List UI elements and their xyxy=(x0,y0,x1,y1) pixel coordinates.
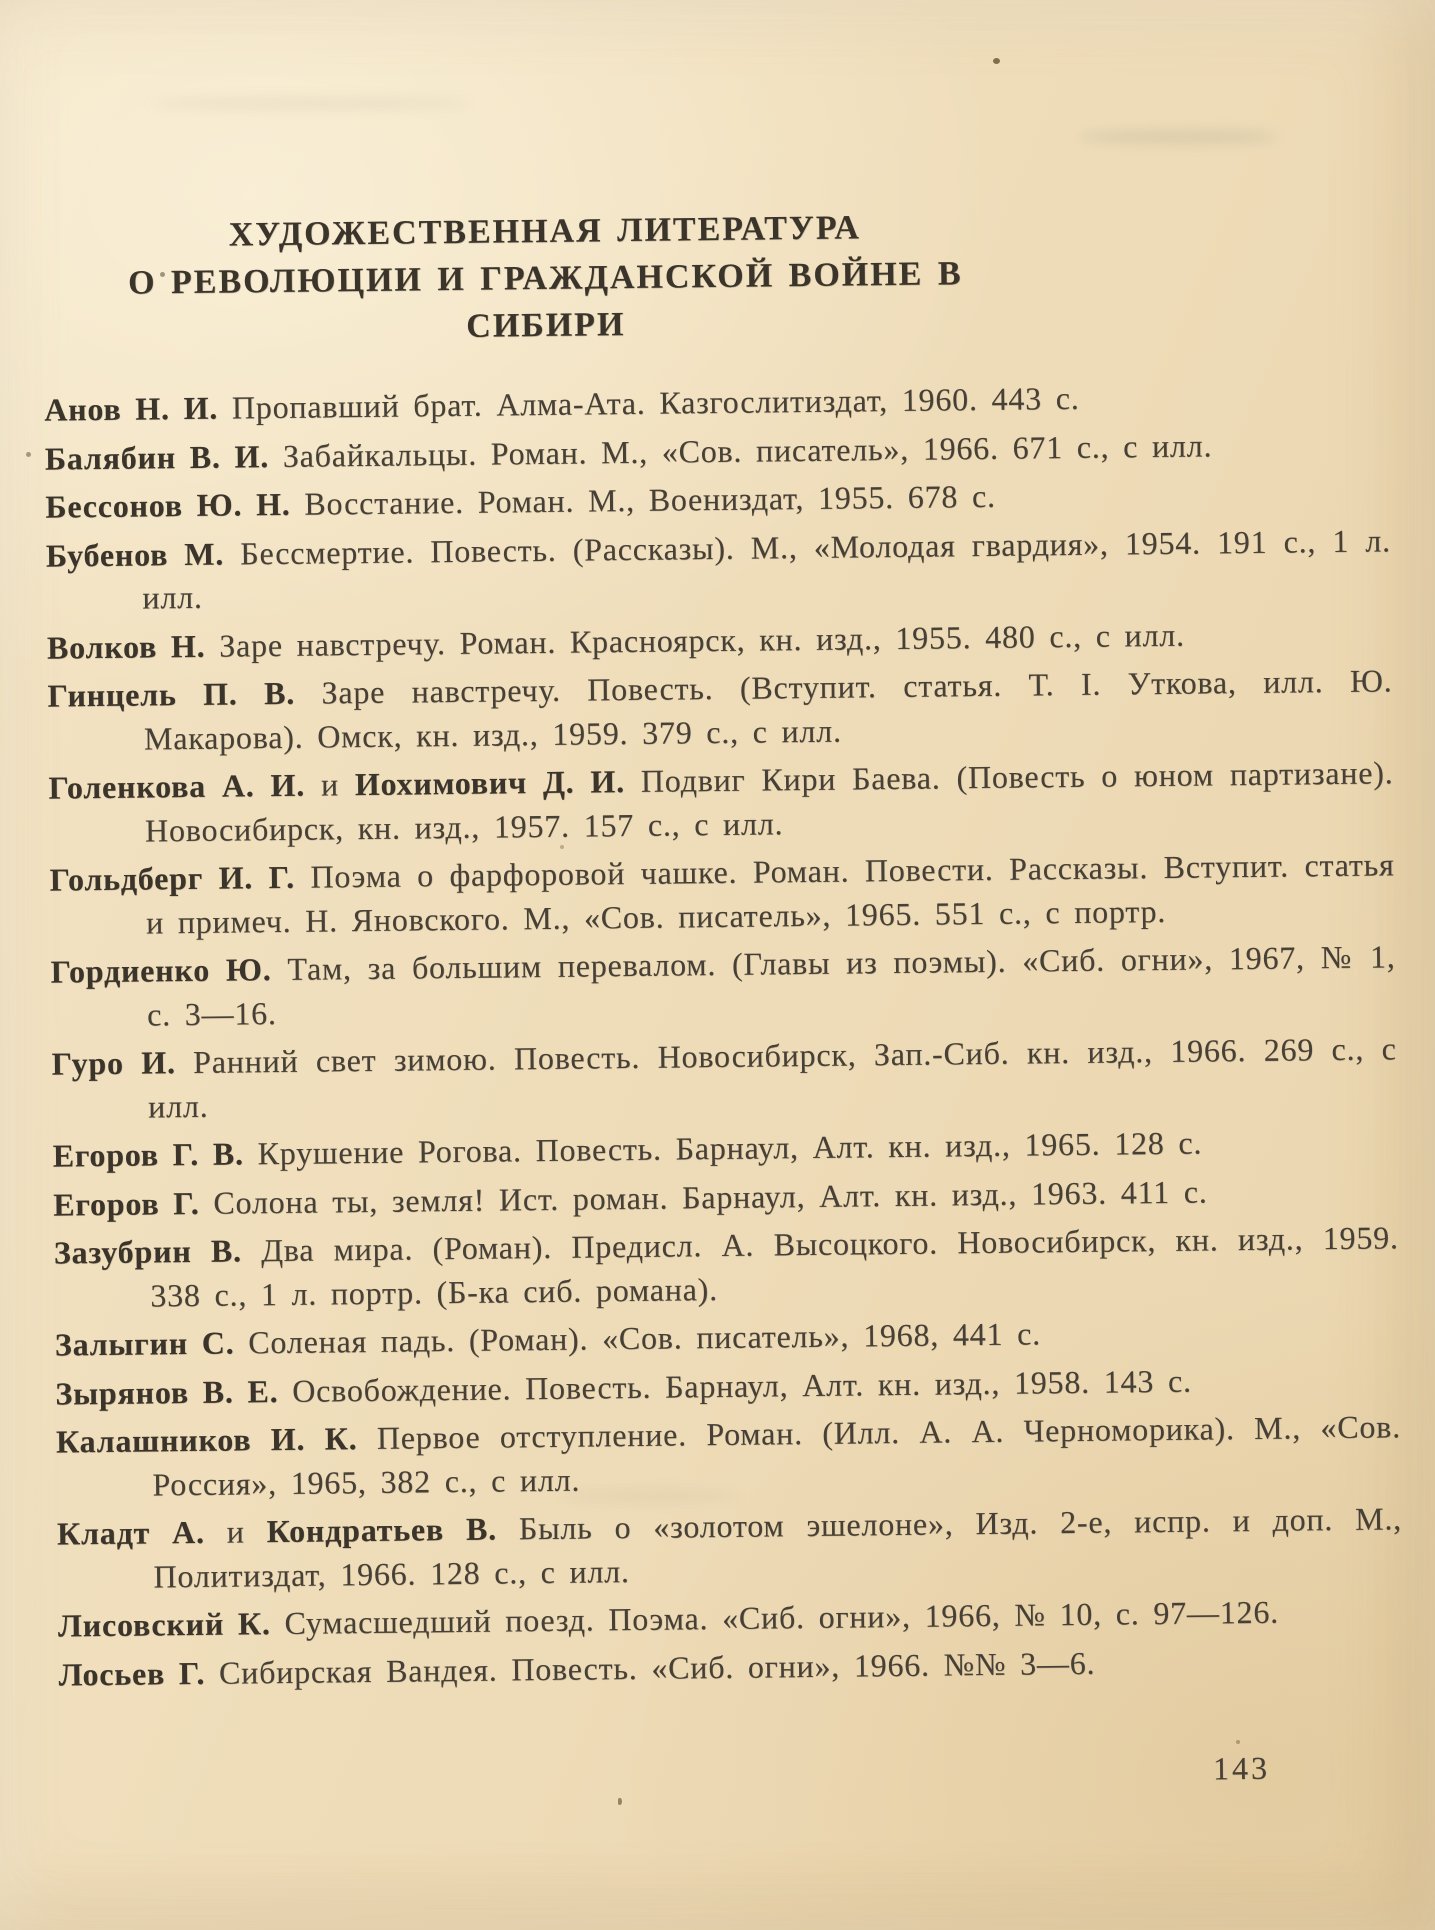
entry-author: Анов Н. И. xyxy=(44,389,219,428)
entry-text: Быль о «золотом эшелоне», Изд. 2-е, испр. и доп. М., Политиздат, 1966. 128 с., с илл. xyxy=(153,1500,1403,1594)
bibliography-list xyxy=(44,373,1404,1696)
entry-author: Балябин В. И. xyxy=(44,437,270,477)
section-title-line-1: ХУДОЖЕСТВЕННАЯ ЛИТЕРАТУРА xyxy=(228,209,862,254)
entry-text: Поэма о фарфоровой чашке. Роман. Повести. Рассказы. Вступит. статья и примеч. Н. Яновского. М., «Сов. писатель», 1965. 551 с., с портр. xyxy=(145,846,1395,940)
page-number: 143 xyxy=(1212,1749,1271,1787)
entry-text: Первое отступление. Роман. (Илл. А. А. Черноморика). М., «Сов. Россия», 1965, 382 с., с илл. xyxy=(152,1408,1402,1502)
entry-text: Крушение Рогова. Повесть. Барнаул, Алт. кн. изд., 1965. 128 с. xyxy=(243,1124,1203,1172)
bibliography-entry xyxy=(58,1638,1403,1697)
entry-author: Гольдберг И. Г. xyxy=(49,858,296,898)
bibliography-entry xyxy=(47,659,1393,761)
entry-author: Лосьев Г. xyxy=(58,1654,206,1693)
bibliography-entry xyxy=(50,935,1396,1037)
show-through-smudge xyxy=(150,98,470,109)
entry-author: Голенкова А. И. xyxy=(48,766,306,806)
page-content xyxy=(42,198,1404,1701)
entry-author: Иохимович Д. И. xyxy=(354,763,626,803)
entry-author: Гуро И. xyxy=(51,1044,176,1082)
bibliography-entry: Голенкова А. И. и Иохимович Д. И. Подвиг Кири Баева. (Повесть о юном партизане). Новосибирск, кн. изд., 1957. 157 с., с илл. xyxy=(48,754,1394,848)
entry-text: Забайкальцы. Роман. М., «Сов. писатель», 1966. 671 с., с илл. xyxy=(268,426,1213,474)
paper-speck xyxy=(1236,1740,1240,1744)
bibliography-entry xyxy=(46,519,1392,621)
entry-author: Бессонов Ю. Н. xyxy=(45,485,291,525)
entry-author: Лисовский К. xyxy=(57,1605,271,1644)
bibliography-entry xyxy=(54,1216,1400,1318)
entry-author: Калашников И. К. xyxy=(55,1420,358,1460)
entry-text: Подвиг Кири Баева. (Повесть о юном партизане). Новосибирск, кн. изд., 1957. 157 с., с илл. xyxy=(144,754,1394,848)
paper-speck xyxy=(618,1798,622,1805)
show-through-smudge xyxy=(1078,130,1278,144)
entry-text: Заре навстречу. Роман. Красноярск, кн. изд., 1955. 480 с., с илл. xyxy=(205,616,1186,664)
paper-speck xyxy=(26,452,31,457)
bibliography-entry xyxy=(49,843,1395,945)
entry-author: Кондратьев В. xyxy=(266,1510,498,1550)
entry-author: Зазубрин В. xyxy=(53,1232,243,1271)
bibliography-entry xyxy=(56,1405,1402,1507)
bibliography-entry: Кладт А. и Кондратьев В. Быль о «золотом эшелоне», Изд. 2-е, испр. и доп. М., Политиздат, 1966. 128 с., с илл. xyxy=(56,1500,1403,1594)
entry-text: Ранний свет зимою. Повесть. Новосибирск, Зап.-Сиб. кн. изд., 1966. 269 с., с илл. xyxy=(147,1030,1397,1124)
entry-author: Бубенов М. xyxy=(45,535,225,574)
section-title-line-2: О РЕВОЛЮЦИИ И ГРАЖДАНСКОЙ ВОЙНЕ В СИБИРИ xyxy=(127,255,963,345)
entry-text: Бессмертие. Повесть. (Рассказы). М., «Молодая гвардия», 1954. 191 с., 1 л. илл. xyxy=(142,521,1392,616)
section-title xyxy=(42,202,1049,354)
entry-author: Гордиенко Ю. xyxy=(50,951,272,990)
entry-author: Волков Н. xyxy=(46,627,206,666)
entry-author: Кладт А. xyxy=(56,1513,205,1552)
entry-text: Солона ты, земля! Ист. роман. Барнаул, Алт. кн. изд., 1963. 411 с. xyxy=(199,1172,1208,1221)
entry-author: Зырянов В. Е. xyxy=(55,1372,279,1412)
entry-text: Восстание. Роман. М., Воениздат, 1955. 678 с. xyxy=(290,477,996,522)
paper-speck xyxy=(993,58,1000,64)
entry-text: Сумасшедший поезд. Поэма. «Сиб. огни», 1966, № 10, с. 97—126. xyxy=(270,1593,1280,1642)
entry-text: Заре навстречу. Повесть. (Вступит. статья. Т. I. Уткова, илл. Ю. Макарова). Омск, кн. изд., 1959. 379 с., с илл. xyxy=(143,662,1393,757)
entry-text: Пропавший брат. Алма-Ата. Казгослитиздат, 1960. 443 с. xyxy=(217,379,1080,426)
entry-text: Соленая падь. (Роман). «Сов. писатель», 1968, 441 с. xyxy=(234,1315,1042,1361)
entry-text: Там, за большим перевалом. (Главы из поэмы). «Сиб. огни», 1967, № 1, с. 3—16. xyxy=(146,938,1396,1032)
entry-author: Егоров Г. xyxy=(53,1184,200,1223)
entry-text: Освобождение. Повесть. Барнаул, Алт. кн. изд., 1958. 143 с. xyxy=(278,1362,1192,1409)
entry-author: Гинцель П. В. xyxy=(47,674,296,714)
entry-text: Два мира. (Роман). Предисл. А. Высоцкого. Новосибирск, кн. изд., 1959. 338 с., 1 л. портр. (Б-ка сиб. романа). xyxy=(150,1219,1399,1313)
entry-text: Сибирская Вандея. Повесть. «Сиб. огни», 1966. №№ 3—6. xyxy=(205,1644,1096,1691)
entry-author: Егоров Г. В. xyxy=(52,1135,244,1174)
bibliography-entry xyxy=(51,1027,1397,1129)
entry-author: Залыгин С. xyxy=(54,1324,235,1363)
